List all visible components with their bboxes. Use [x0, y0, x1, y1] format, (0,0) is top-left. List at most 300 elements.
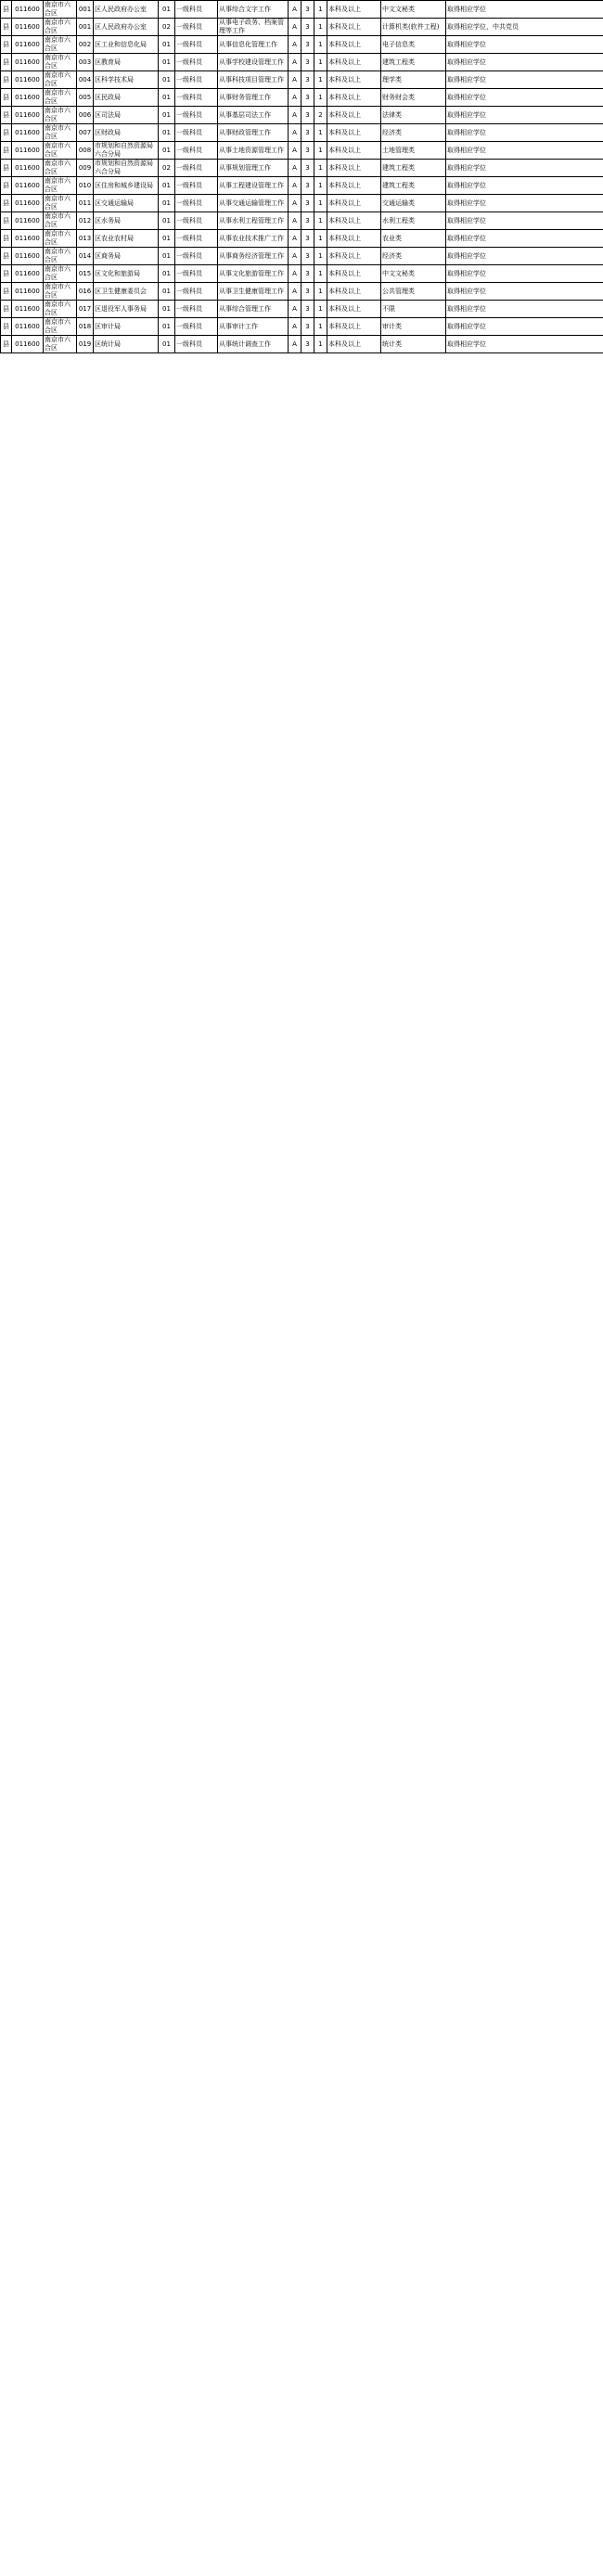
table-cell: 水利工程类	[381, 212, 446, 230]
table-cell: 从事财务管理工作	[218, 89, 289, 107]
table-cell: 本科及以上	[327, 212, 381, 230]
table-cell: 01	[159, 1, 175, 19]
table-cell: 一级科员	[175, 71, 218, 89]
table-row	[1, 160, 603, 177]
table-row	[1, 248, 603, 265]
table-cell: A	[289, 301, 302, 318]
table-row	[1, 107, 603, 124]
table-cell: 1	[314, 142, 327, 160]
table-cell: 3	[302, 124, 314, 142]
table-cell: 010	[77, 177, 94, 195]
table-cell: 017	[77, 301, 94, 318]
table-cell: 01	[159, 336, 175, 353]
table-cell: 从事规划管理工作	[218, 160, 289, 177]
table-cell: A	[289, 318, 302, 336]
table-cell: 012	[77, 212, 94, 230]
table-cell: 从事文化旅游管理工作	[218, 265, 289, 283]
table-cell: 南京市六合区	[44, 89, 77, 107]
table-cell: A	[289, 142, 302, 160]
table-cell: 3	[302, 248, 314, 265]
table-cell: 县	[1, 36, 12, 54]
table-cell: 011600	[12, 283, 44, 301]
table-cell: 1	[314, 248, 327, 265]
table-row	[1, 19, 603, 36]
table-cell: 县	[1, 177, 12, 195]
table-cell: 取得相应学位	[446, 318, 603, 336]
table-cell: 011600	[12, 177, 44, 195]
table-cell: 3	[302, 160, 314, 177]
table-cell: 01	[159, 107, 175, 124]
table-cell: 南京市六合区	[44, 212, 77, 230]
table-cell: 一级科员	[175, 1, 218, 19]
table-cell: 县	[1, 160, 12, 177]
table-cell: 经济类	[381, 248, 446, 265]
table-cell: 3	[302, 318, 314, 336]
table-cell: 公共管理类	[381, 283, 446, 301]
table-cell: 2	[314, 107, 327, 124]
table-cell: 区卫生健康委员会	[94, 283, 159, 301]
table-cell: 一级科员	[175, 336, 218, 353]
table-cell: 理学类	[381, 71, 446, 89]
table-cell: 一级科员	[175, 89, 218, 107]
table-cell: 县	[1, 301, 12, 318]
table-cell: A	[289, 177, 302, 195]
table-cell: 本科及以上	[327, 177, 381, 195]
table-cell: 取得相应学位	[446, 89, 603, 107]
table-cell: 1	[314, 177, 327, 195]
table-row	[1, 283, 603, 301]
table-cell: 一级科员	[175, 177, 218, 195]
table-cell: 011600	[12, 19, 44, 36]
table-cell: 011600	[12, 124, 44, 142]
table-cell: 一级科员	[175, 301, 218, 318]
table-cell: 取得相应学位	[446, 301, 603, 318]
table-cell: 1	[314, 212, 327, 230]
table-cell: 中文文秘类	[381, 265, 446, 283]
table-cell: 从事综合管理工作	[218, 301, 289, 318]
table-cell: 南京市六合区	[44, 124, 77, 142]
table-cell: 区交通运输局	[94, 195, 159, 212]
table-cell: 011600	[12, 318, 44, 336]
table-cell: 本科及以上	[327, 160, 381, 177]
table-cell: 本科及以上	[327, 1, 381, 19]
table-cell: 南京市六合区	[44, 71, 77, 89]
table-cell: 从事统计调查工作	[218, 336, 289, 353]
table-cell: 取得相应学位	[446, 71, 603, 89]
table-cell: 县	[1, 248, 12, 265]
table-cell: 区文化和旅游局	[94, 265, 159, 283]
table-cell: 01	[159, 301, 175, 318]
table-cell: 建筑工程类	[381, 177, 446, 195]
table-cell: 区农业农村局	[94, 230, 159, 248]
table-cell: A	[289, 230, 302, 248]
table-cell: 计算机类(软件工程)	[381, 19, 446, 36]
table-cell: 011600	[12, 142, 44, 160]
table-cell: 取得相应学位	[446, 54, 603, 71]
table-cell: 南京市六合区	[44, 36, 77, 54]
table-cell: 区住房和城乡建设局	[94, 177, 159, 195]
table-cell: 1	[314, 19, 327, 36]
table-cell: 02	[159, 19, 175, 36]
table-cell: 005	[77, 89, 94, 107]
table-cell: 经济类	[381, 124, 446, 142]
table-cell: 取得相应学位	[446, 212, 603, 230]
table-cell: 02	[159, 160, 175, 177]
table-cell: 取得相应学位	[446, 248, 603, 265]
table-cell: 取得相应学位	[446, 283, 603, 301]
table-cell: 县	[1, 124, 12, 142]
table-cell: 取得相应学位	[446, 124, 603, 142]
table-row	[1, 124, 603, 142]
table-cell: 南京市六合区	[44, 318, 77, 336]
table-cell: 县	[1, 1, 12, 19]
table-cell: 区财政局	[94, 124, 159, 142]
table-cell: 县	[1, 265, 12, 283]
table-cell: 南京市六合区	[44, 1, 77, 19]
table-cell: 一级科员	[175, 195, 218, 212]
table-cell: 本科及以上	[327, 54, 381, 71]
table-cell: 3	[302, 195, 314, 212]
table-cell: 南京市六合区	[44, 301, 77, 318]
table-cell: 011600	[12, 265, 44, 283]
table-cell: 农业类	[381, 230, 446, 248]
table-cell: 南京市六合区	[44, 265, 77, 283]
table-cell: 县	[1, 107, 12, 124]
table-cell: 3	[302, 19, 314, 36]
table-cell: 本科及以上	[327, 71, 381, 89]
table-cell: 县	[1, 142, 12, 160]
table-cell: 南京市六合区	[44, 160, 77, 177]
table-cell: 南京市六合区	[44, 336, 77, 353]
table-cell: 从事基层司法工作	[218, 107, 289, 124]
table-cell: 本科及以上	[327, 195, 381, 212]
table-cell: 县	[1, 318, 12, 336]
table-cell: 区水务局	[94, 212, 159, 230]
table-cell: 取得相应学位	[446, 142, 603, 160]
table-cell: 县	[1, 336, 12, 353]
table-cell: 区教育局	[94, 54, 159, 71]
table-cell: 取得相应学位	[446, 177, 603, 195]
table-cell: 县	[1, 212, 12, 230]
recruitment-table	[0, 0, 603, 353]
table-cell: 从事土地资源管理工作	[218, 142, 289, 160]
table-cell: 01	[159, 283, 175, 301]
table-cell: 本科及以上	[327, 301, 381, 318]
table-cell: 本科及以上	[327, 142, 381, 160]
table-cell: 011600	[12, 36, 44, 54]
table-cell: 县	[1, 54, 12, 71]
table-cell: 01	[159, 89, 175, 107]
table-cell: 南京市六合区	[44, 248, 77, 265]
table-cell: 从事财政管理工作	[218, 124, 289, 142]
table-cell: 3	[302, 1, 314, 19]
table-cell: 审计类	[381, 318, 446, 336]
table-cell: A	[289, 124, 302, 142]
table-cell: 002	[77, 36, 94, 54]
table-cell: 1	[314, 336, 327, 353]
table-cell: 交通运输类	[381, 195, 446, 212]
table-cell: 市规划和自然资源局六合分局	[94, 160, 159, 177]
table-cell: 3	[302, 336, 314, 353]
table-cell: 一级科员	[175, 248, 218, 265]
table-cell: 一级科员	[175, 230, 218, 248]
table-cell: A	[289, 36, 302, 54]
table-cell: 从事综合文字工作	[218, 1, 289, 19]
table-cell: 1	[314, 318, 327, 336]
table-cell: 财务财会类	[381, 89, 446, 107]
table-cell: 从事学校建设管理工作	[218, 54, 289, 71]
table-cell: 01	[159, 318, 175, 336]
table-cell: 011600	[12, 54, 44, 71]
table-cell: 区统计局	[94, 336, 159, 353]
table-row	[1, 212, 603, 230]
table-cell: 南京市六合区	[44, 283, 77, 301]
table-cell: A	[289, 1, 302, 19]
table-cell: A	[289, 19, 302, 36]
table-cell: 019	[77, 336, 94, 353]
table-cell: 南京市六合区	[44, 230, 77, 248]
table-cell: 县	[1, 71, 12, 89]
table-row	[1, 71, 603, 89]
table-cell: A	[289, 265, 302, 283]
table-cell: 区审计局	[94, 318, 159, 336]
table-cell: 从事农业技术推广工作	[218, 230, 289, 248]
table-cell: A	[289, 71, 302, 89]
table-cell: 建筑工程类	[381, 160, 446, 177]
table-cell: 土地管理类	[381, 142, 446, 160]
table-cell: 01	[159, 71, 175, 89]
table-cell: 1	[314, 265, 327, 283]
table-row	[1, 195, 603, 212]
table-cell: 从事商务经济管理工作	[218, 248, 289, 265]
table-cell: 县	[1, 89, 12, 107]
table-row	[1, 89, 603, 107]
table-cell: 建筑工程类	[381, 54, 446, 71]
table-cell: 从事工程建设管理工作	[218, 177, 289, 195]
table-cell: 一级科员	[175, 19, 218, 36]
table-cell: 取得相应学位	[446, 1, 603, 19]
table-cell: 009	[77, 160, 94, 177]
table-cell: 一级科员	[175, 124, 218, 142]
table-cell: 从事水利工程管理工作	[218, 212, 289, 230]
table-cell: 1	[314, 124, 327, 142]
table-cell: 县	[1, 195, 12, 212]
table-cell: 3	[302, 142, 314, 160]
table-row	[1, 336, 603, 353]
table-cell: A	[289, 107, 302, 124]
table-cell: 县	[1, 19, 12, 36]
table-cell: 01	[159, 36, 175, 54]
table-cell: A	[289, 89, 302, 107]
table-cell: 01	[159, 124, 175, 142]
table-cell: 不限	[381, 301, 446, 318]
table-cell: 一级科员	[175, 36, 218, 54]
table-cell: 011600	[12, 336, 44, 353]
table-cell: 本科及以上	[327, 336, 381, 353]
table-cell: 一级科员	[175, 318, 218, 336]
table-cell: 电子信息类	[381, 36, 446, 54]
table-cell: 3	[302, 71, 314, 89]
table-cell: 中文文秘类	[381, 1, 446, 19]
table-cell: 区工业和信息化局	[94, 36, 159, 54]
table-cell: 01	[159, 142, 175, 160]
table-cell: 县	[1, 283, 12, 301]
table-cell: 区退役军人事务局	[94, 301, 159, 318]
table-cell: 南京市六合区	[44, 195, 77, 212]
table-cell: 3	[302, 54, 314, 71]
table-cell: 本科及以上	[327, 248, 381, 265]
table-cell: 一级科员	[175, 107, 218, 124]
table-cell: 3	[302, 107, 314, 124]
table-cell: 一级科员	[175, 283, 218, 301]
table-row	[1, 54, 603, 71]
table-cell: 01	[159, 54, 175, 71]
table-cell: 011600	[12, 89, 44, 107]
table-cell: 取得相应学位	[446, 265, 603, 283]
table-cell: A	[289, 195, 302, 212]
table-cell: 1	[314, 301, 327, 318]
table-cell: 006	[77, 107, 94, 124]
table-cell: A	[289, 212, 302, 230]
table-row	[1, 142, 603, 160]
table-cell: A	[289, 283, 302, 301]
table-cell: 取得相应学位	[446, 160, 603, 177]
table-cell: 取得相应学位	[446, 195, 603, 212]
table-row	[1, 301, 603, 318]
table-cell: 011	[77, 195, 94, 212]
table-cell: 3	[302, 89, 314, 107]
table-cell: 1	[314, 195, 327, 212]
table-cell: 011600	[12, 160, 44, 177]
table-row	[1, 36, 603, 54]
table-row	[1, 1, 603, 19]
table-cell: 南京市六合区	[44, 177, 77, 195]
table-cell: 011600	[12, 107, 44, 124]
table-cell: 县	[1, 230, 12, 248]
table-cell: 区司法局	[94, 107, 159, 124]
table-cell: 001	[77, 19, 94, 36]
table-cell: 取得相应学位	[446, 336, 603, 353]
table-cell: 从事电子政务、档案管理等工作	[218, 19, 289, 36]
table-cell: 南京市六合区	[44, 54, 77, 71]
table-cell: 001	[77, 1, 94, 19]
table-cell: 本科及以上	[327, 318, 381, 336]
table-cell: 从事交通运输管理工作	[218, 195, 289, 212]
table-cell: 1	[314, 1, 327, 19]
table-cell: 3	[302, 36, 314, 54]
table-cell: 1	[314, 160, 327, 177]
table-cell: 取得相应学位	[446, 36, 603, 54]
table-cell: A	[289, 160, 302, 177]
table-cell: 1	[314, 71, 327, 89]
table-cell: 本科及以上	[327, 19, 381, 36]
table-cell: 从事科技项目管理工作	[218, 71, 289, 89]
table-cell: 南京市六合区	[44, 107, 77, 124]
table-cell: A	[289, 336, 302, 353]
table-cell: 01	[159, 230, 175, 248]
table-cell: 从事信息化管理工作	[218, 36, 289, 54]
table-cell: 014	[77, 248, 94, 265]
table-cell: 3	[302, 283, 314, 301]
table-cell: 01	[159, 212, 175, 230]
table-cell: 018	[77, 318, 94, 336]
table-cell: A	[289, 54, 302, 71]
table-cell: 3	[302, 230, 314, 248]
table-cell: 003	[77, 54, 94, 71]
table-cell: 3	[302, 301, 314, 318]
table-cell: 市规划和自然资源局六合分局	[94, 142, 159, 160]
table-cell: 本科及以上	[327, 36, 381, 54]
table-cell: 3	[302, 265, 314, 283]
table-cell: 1	[314, 54, 327, 71]
table-cell: 1	[314, 283, 327, 301]
table-cell: 011600	[12, 230, 44, 248]
table-cell: 统计类	[381, 336, 446, 353]
table-row	[1, 230, 603, 248]
table-cell: 取得相应学位	[446, 230, 603, 248]
table-cell: 013	[77, 230, 94, 248]
table-cell: 004	[77, 71, 94, 89]
table-cell: 011600	[12, 1, 44, 19]
table-cell: 取得相应学位，中共党员	[446, 19, 603, 36]
table-cell: 015	[77, 265, 94, 283]
table-cell: 一级科员	[175, 160, 218, 177]
table-cell: 007	[77, 124, 94, 142]
table-cell: 01	[159, 177, 175, 195]
table-cell: 一级科员	[175, 212, 218, 230]
table-cell: 01	[159, 265, 175, 283]
table-cell: 01	[159, 248, 175, 265]
table-cell: 本科及以上	[327, 124, 381, 142]
table-row	[1, 318, 603, 336]
table-cell: 本科及以上	[327, 230, 381, 248]
table-cell: 011600	[12, 212, 44, 230]
table-cell: 本科及以上	[327, 283, 381, 301]
table-cell: 法律类	[381, 107, 446, 124]
table-cell: 008	[77, 142, 94, 160]
table-cell: 011600	[12, 195, 44, 212]
table-cell: 区商务局	[94, 248, 159, 265]
table-cell: 1	[314, 89, 327, 107]
table-cell: 3	[302, 177, 314, 195]
table-cell: 011600	[12, 71, 44, 89]
table-cell: 取得相应学位	[446, 107, 603, 124]
table-cell: 011600	[12, 248, 44, 265]
table-cell: 016	[77, 283, 94, 301]
table-cell: 1	[314, 230, 327, 248]
table-cell: 南京市六合区	[44, 19, 77, 36]
table-cell: A	[289, 248, 302, 265]
table-cell: 从事卫生健康管理工作	[218, 283, 289, 301]
table-cell: 从事审计工作	[218, 318, 289, 336]
table-cell: 区人民政府办公室	[94, 1, 159, 19]
table-cell: 区民政局	[94, 89, 159, 107]
table-cell: 区人民政府办公室	[94, 19, 159, 36]
table-cell: 01	[159, 195, 175, 212]
table-cell: 1	[314, 36, 327, 54]
table-row	[1, 265, 603, 283]
table-cell: 一级科员	[175, 142, 218, 160]
table-cell: 南京市六合区	[44, 142, 77, 160]
table-cell: 一级科员	[175, 265, 218, 283]
table-cell: 3	[302, 212, 314, 230]
table-cell: 区科学技术局	[94, 71, 159, 89]
table-cell: 本科及以上	[327, 265, 381, 283]
table-row	[1, 177, 603, 195]
table-cell: 本科及以上	[327, 107, 381, 124]
table-cell: 一级科员	[175, 54, 218, 71]
table-cell: 011600	[12, 301, 44, 318]
